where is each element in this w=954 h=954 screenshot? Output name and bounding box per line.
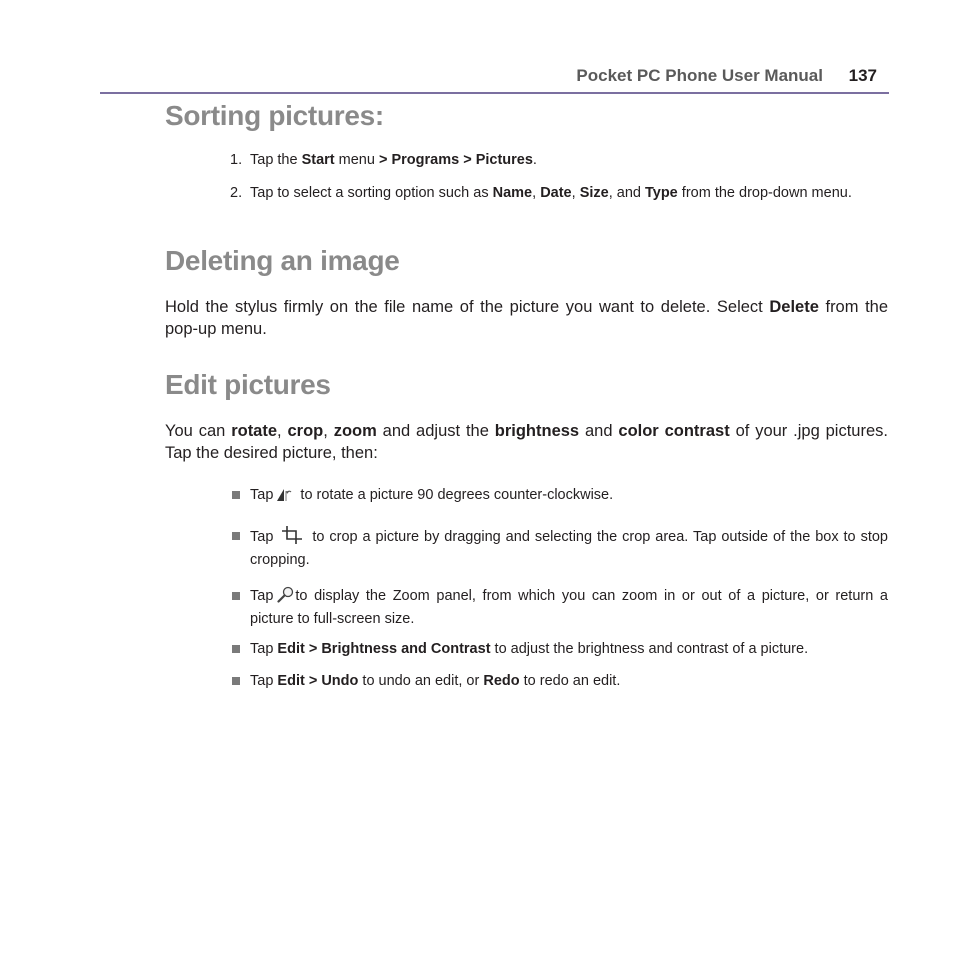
manual-title: Pocket PC Phone User Manual: [576, 66, 823, 85]
bullet-undo: Tap Edit > Undo to undo an edit, or Redo to redo an edit.: [230, 671, 888, 691]
bullet-square: [232, 491, 240, 499]
deleting-paragraph: Hold the stylus firmly on the file name of the picture you want to delete. Select Delete from the pop-up menu.: [165, 298, 889, 338]
rotate-icon: [276, 488, 293, 508]
heading-edit: Edit pictures: [165, 369, 331, 400]
sorting-step-1: 1. Tap the Start menu > Programs > Pictures.: [230, 152, 537, 168]
bullet-square: [232, 645, 240, 653]
bullet-zoom: Tap to display the Zoom panel, from which you can zoom in or out of a picture, or return a picture to full-screen size.: [230, 586, 888, 629]
page-number: 137: [848, 66, 877, 85]
bullet-crop: Tap to crop a picture by dragging and selecting the crop area. Tap outside of the box to stop cropping.: [230, 526, 888, 570]
bullet-square: [232, 677, 240, 685]
zoom-icon: [277, 586, 294, 609]
bullet-brightness: Tap Edit > Brightness and Contrast to adjust the brightness and contrast of a picture.: [230, 639, 888, 659]
heading-deleting: Deleting an image: [165, 245, 400, 276]
bullet-square: [232, 592, 240, 600]
heading-sorting: Sorting pictures:: [165, 100, 384, 131]
bullet-square: [232, 532, 240, 540]
page-header: [100, 62, 889, 94]
bullet-rotate: Tap to rotate a picture 90 degrees counter-clockwise.: [230, 485, 888, 508]
sorting-step-2: 2. Tap to select a sorting option such as Name, Date, Size, and Type from the drop-down menu.: [230, 185, 852, 201]
edit-intro-paragraph: You can rotate, crop, zoom and adjust the brightness and color contrast of your .jpg pictures. Tap the desired picture, then:: [165, 422, 888, 462]
crop-icon: [281, 526, 303, 550]
